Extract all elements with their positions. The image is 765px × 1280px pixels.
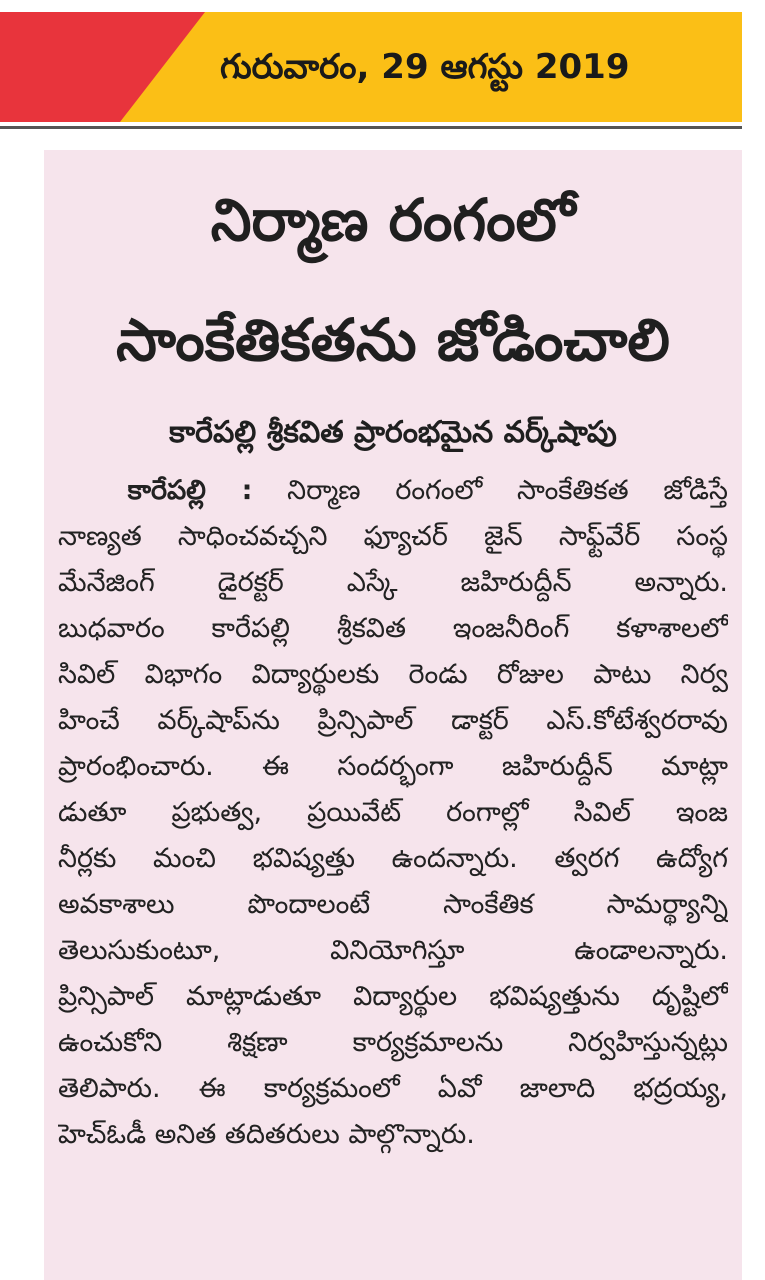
body-line [58,468,728,514]
header-divider [0,126,742,129]
body-line: బుధవారం కారేపల్లి శ్రీకవిత ఇంజనీరింగ్ కళాశాలలో [58,613,728,644]
body-text: నిర్మాణ రంగంలో సాంకేతికత జోడిస్తే [287,475,728,506]
date-banner [0,12,742,122]
body-line: హెచ్‌ఓడీ అనిత తదితరులు పాల్గొన్నారు. [58,1119,475,1150]
article-body [44,458,742,1158]
article [44,150,742,1280]
body-line: హించే వర్క్‌షాప్‌ను ప్రిన్సిపాల్ డాక్టర్ ఎస్.కోటేశ్వరరావు [58,705,728,736]
body-line: డుతూ ప్రభుత్వ, ప్రయివేట్ రంగాల్లో సివిల్ ఇంజ [58,797,728,828]
body-line: తెలుసుకుంటూ, వినియోగిస్తూ ఉండాలన్నారు. [58,935,728,966]
body-line: నాణ్యత సాధించవచ్చని ఫ్యూచర్ జైన్ సాఫ్ట్‌వేర్ సంస్థ [58,521,728,552]
banner-red-accent [0,12,205,122]
headline-line-1: నిర్మాణ రంగంలో [210,186,576,254]
issue-date: గురువారం, 29 ఆగస్టు 2019 [220,47,630,87]
body-line: ప్రారంభించారు. ఈ సందర్భంగా జహిరుద్దీన్ మాట్లా [58,751,728,782]
body-line: మేనేజింగ్ డైరక్టర్ ఎస్కే జహిరుద్దీన్ అన్నారు. [58,567,728,598]
subheadline: కారేపల్లి శ్రీకవిత ప్రారంభమైన వర్క్‌షాపు [169,415,617,450]
body-line: సివిల్ విభాగం విద్యార్థులకు రెండు రోజుల పాటు నిర్వ [58,659,728,690]
body-line: ఉంచుకోని శిక్షణా కార్యక్రమాలను నిర్వహిస్తున్నట్లు [58,1027,728,1058]
headline-line-2: సాంకేతికతను జోడించాలి [116,306,670,374]
body-line: తెలిపారు. ఈ కార్యక్రమంలో ఏవో జాలాది భద్రయ్య, [58,1073,728,1104]
dateline: కారేపల్లి : [127,475,253,506]
body-line: అవకాశాలు పొందాలంటే సాంకేతిక సామర్థ్యాన్ని [58,889,728,920]
body-line: ప్రిన్సిపాల్ మాట్లాడుతూ విద్యార్థుల భవిష్యత్తును దృష్టిలో [58,981,728,1012]
body-line: నీర్లకు మంచి భవిష్యత్తు ఉందన్నారు. త్వరగ ఉద్యోగ [58,843,728,874]
